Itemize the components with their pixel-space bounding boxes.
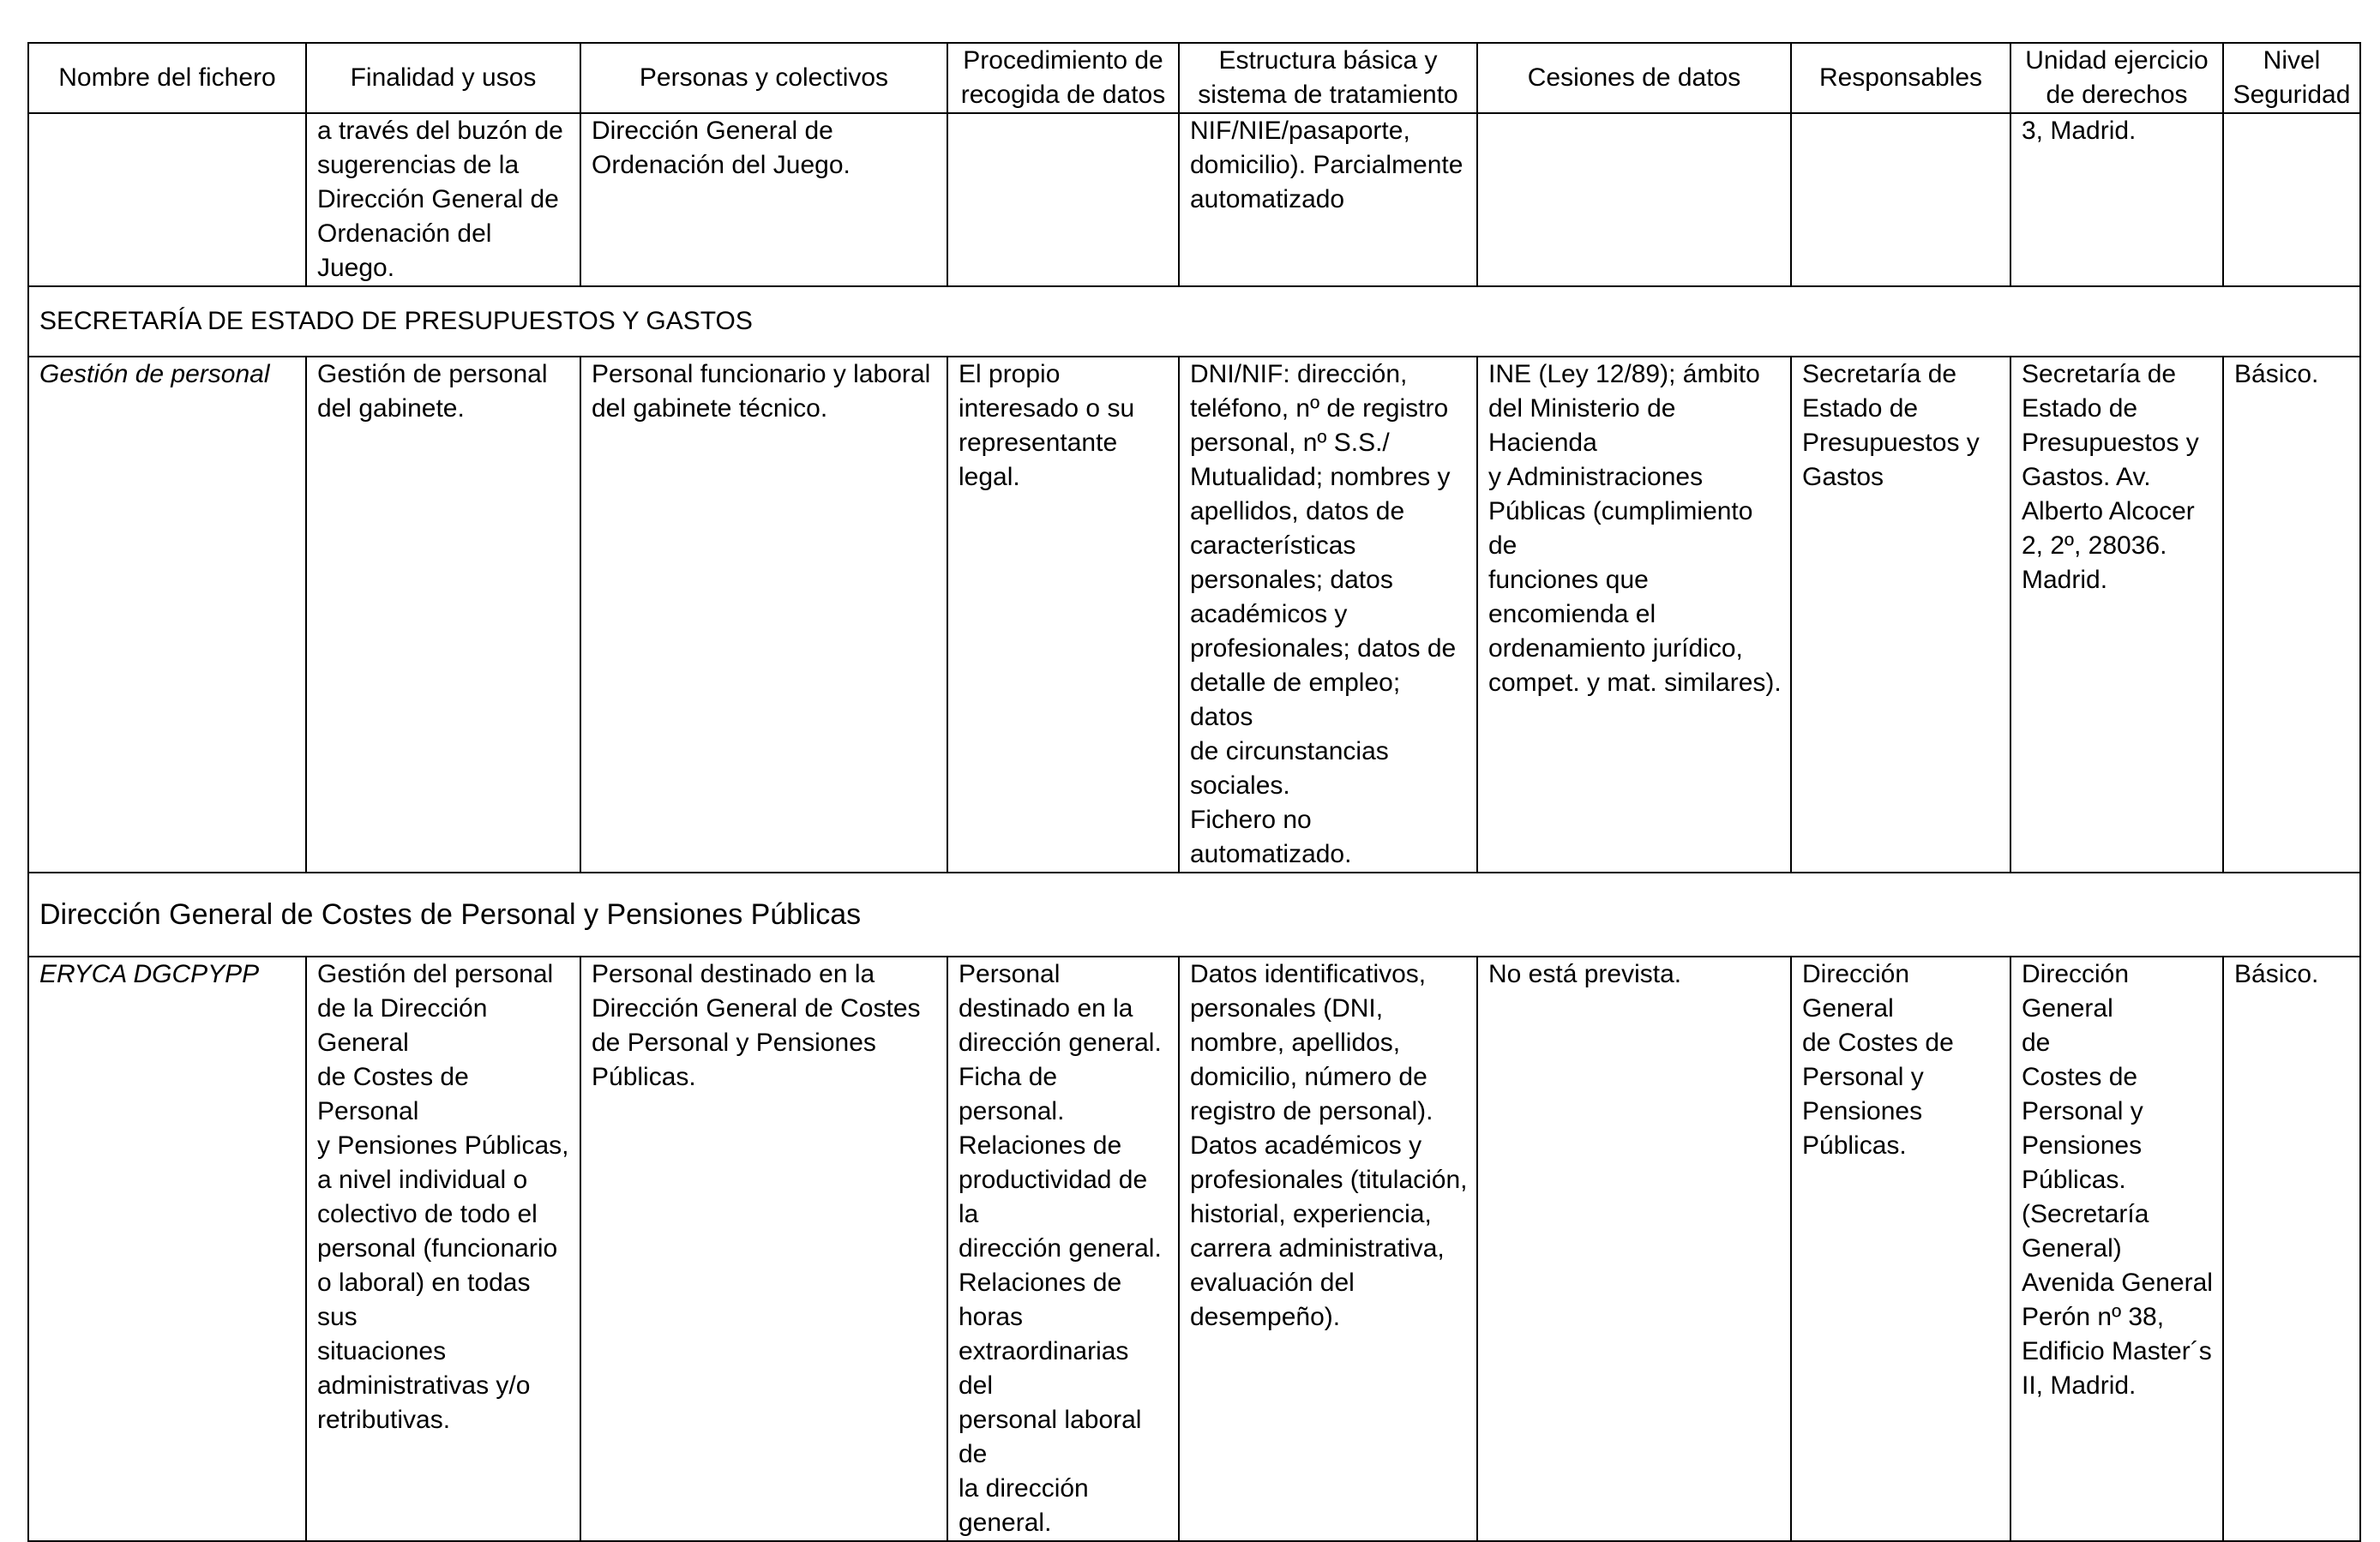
cell-cesiones: No está prevista.: [1477, 957, 1791, 1541]
header-personas-colectivos: Personas y colectivos: [580, 43, 947, 113]
header-responsables: Responsables: [1791, 43, 2010, 113]
header-row: [28, 43, 2360, 113]
cell-nombre: ERYCA DGCPYPP: [28, 957, 306, 1541]
cell-personas: Personal destinado en la Dirección General de Costes de Personal y Pensiones Públicas.: [580, 957, 947, 1541]
cell-nombre: Gestión de personal: [28, 357, 306, 873]
cell-finalidad: Gestión de personal del gabinete.: [306, 357, 580, 873]
section-row: [28, 286, 2360, 357]
header-nivel-seguridad: Nivel Seguridad: [2223, 43, 2360, 113]
cell-personas: Personal funcionario y laboral del gabinete técnico.: [580, 357, 947, 873]
cell-responsables: [1791, 113, 2010, 286]
header-cesiones-datos: Cesiones de datos: [1477, 43, 1791, 113]
cell-unidad: 3, Madrid.: [2010, 113, 2223, 286]
header-nombre-fichero: Nombre del fichero: [28, 43, 306, 113]
cell-procedimiento: Personal destinado en la dirección general. Ficha de personal. Relaciones de productividad de la dirección general. Relaciones de horas extraordinarias del personal laboral de la dirección general.: [947, 957, 1179, 1541]
header-finalidad-usos: Finalidad y usos: [306, 43, 580, 113]
cell-procedimiento: El propio interesado o su representante legal.: [947, 357, 1179, 873]
cell-estructura: DNI/NIF: dirección, teléfono, nº de registro personal, nº S.S./ Mutualidad; nombres y apellidos, datos de características personales; datos académicos y profesionales; datos de detalle de empleo; datos de circunstancias sociales. Fichero no automatizado.: [1179, 357, 1477, 873]
section-title-costes-personal: Dirección General de Costes de Personal y Pensiones Públicas: [28, 873, 2360, 957]
table-row-continuation: [28, 113, 2360, 286]
cell-nivel: Básico.: [2223, 957, 2360, 1541]
header-unidad-ejercicio-derechos: Unidad ejercicio de derechos: [2010, 43, 2223, 113]
cell-nivel: [2223, 113, 2360, 286]
table-row-gestion-personal: [28, 357, 2360, 873]
header-estructura-basica: Estructura básica y sistema de tratamiento: [1179, 43, 1477, 113]
section-title-presupuestos-gastos: SECRETARÍA DE ESTADO DE PRESUPUESTOS Y GASTOS: [28, 286, 2360, 357]
cell-estructura: Datos identificativos, personales (DNI, nombre, apellidos, domicilio, número de registro de personal). Datos académicos y profesionales (titulación, historial, experiencia, carrera administrativa, evaluación del desempeño).: [1179, 957, 1477, 1541]
cell-personas: Dirección General de Ordenación del Juego.: [580, 113, 947, 286]
cell-cesiones: [1477, 113, 1791, 286]
cell-unidad: Dirección General de Costes de Personal y Pensiones Públicas. (Secretaría General) Avenida General Perón nº 38, Edificio Master´s II, Madrid.: [2010, 957, 2223, 1541]
cell-unidad: Secretaría de Estado de Presupuestos y Gastos. Av. Alberto Alcocer 2, 2º, 28036. Madrid.: [2010, 357, 2223, 873]
cell-cesiones: INE (Ley 12/89); ámbito del Ministerio de Hacienda y Administraciones Públicas (cumplimiento de funciones que encomienda el ordenamiento jurídico, compet. y mat. similares).: [1477, 357, 1791, 873]
cell-estructura: NIF/NIE/pasaporte, domicilio). Parcialmente automatizado: [1179, 113, 1477, 286]
cell-nivel: Básico.: [2223, 357, 2360, 873]
cell-responsables: Secretaría de Estado de Presupuestos y Gastos: [1791, 357, 2010, 873]
cell-nombre: [28, 113, 306, 286]
table-row-eryca: [28, 957, 2360, 1541]
section-row: [28, 873, 2360, 957]
cell-finalidad: a través del buzón de sugerencias de la Dirección General de Ordenación del Juego.: [306, 113, 580, 286]
data-files-table: [27, 42, 2361, 1542]
cell-responsables: Dirección General de Costes de Personal y Pensiones Públicas.: [1791, 957, 2010, 1541]
cell-finalidad: Gestión del personal de la Dirección General de Costes de Personal y Pensiones Públicas, a nivel individual o colectivo de todo el personal (funcionario o laboral) en todas sus situaciones administrativas y/o retributivas.: [306, 957, 580, 1541]
cell-procedimiento: [947, 113, 1179, 286]
header-procedimiento-recogida: Procedimiento de recogida de datos: [947, 43, 1179, 113]
